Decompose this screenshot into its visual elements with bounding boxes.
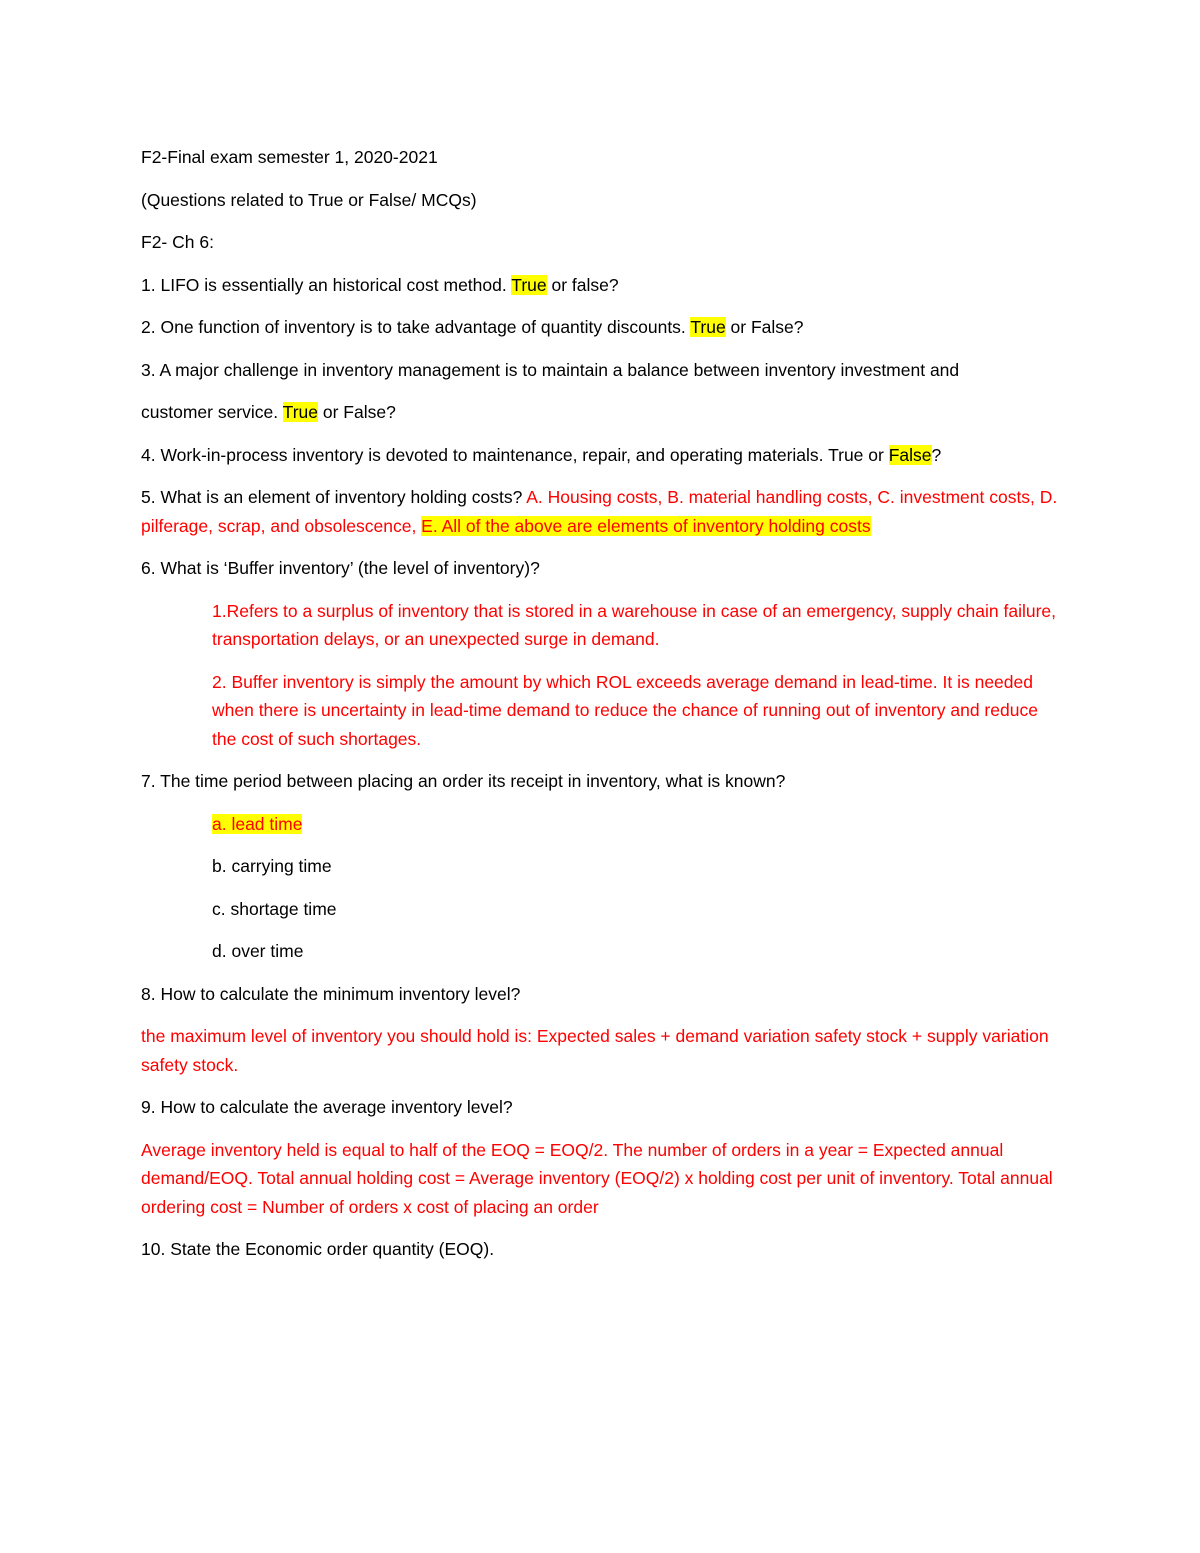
question-text: What is an element of inventory holding costs?	[155, 487, 527, 507]
question-text: State the Economic order quantity (EOQ).	[165, 1239, 495, 1259]
question-number: 7.	[141, 771, 156, 791]
question-1	[141, 271, 1060, 300]
question-number: 10.	[141, 1239, 166, 1259]
question-4	[141, 441, 1060, 470]
answer-options: A. Housing costs, B. material handling costs, C. investment costs, D. pilferage, scrap, and obsolescence,	[141, 487, 1058, 536]
question-tail: ?	[931, 444, 942, 465]
option-d: d. over time	[212, 941, 304, 961]
highlighted-answer: True	[690, 317, 726, 337]
question-number: 3.	[141, 359, 156, 380]
question-9	[141, 1093, 1060, 1122]
question-text: How to calculate the minimum inventory level?	[155, 983, 521, 1004]
question-tail: or false?	[546, 274, 619, 295]
question-number: 9.	[141, 1097, 156, 1117]
question-number: 6.	[141, 558, 156, 578]
question-tail: or False?	[725, 317, 804, 337]
highlighted-answer: a. lead time	[212, 813, 303, 834]
answer-6-part-1: 1.Refers to a surplus of inventory that is stored in a warehouse in case of an emergency, supply chain failure, transportation delays, or an unexpected surge in demand.	[212, 600, 1057, 649]
option-b: b. carrying time	[212, 856, 332, 876]
question-tail: or False?	[318, 402, 396, 422]
question-text: Work-in-process inventory is devoted to maintenance, repair, and operating materials. True or	[155, 444, 889, 465]
question-text: The time period between placing an order its receipt in inventory, what is known?	[155, 771, 786, 791]
option-c: c. shortage time	[212, 898, 337, 919]
question-text: One function of inventory is to take advantage of quantity discounts.	[155, 317, 691, 337]
answer-6-part-2: 2. Buffer inventory is simply the amount by which ROL exceeds average demand in lead-time. It is needed when there is uncertainty in lead-time demand to reduce the chance of running out of inventory and reduce the cost of such shortages.	[212, 671, 1038, 749]
question-number: 4.	[141, 444, 156, 465]
highlighted-answer: False	[888, 444, 932, 465]
question-number: 1.	[141, 274, 156, 295]
question-text: customer service.	[141, 402, 283, 422]
question-number: 2.	[141, 317, 156, 337]
question-number: 5.	[141, 487, 156, 507]
question-5	[141, 483, 1060, 540]
question-3-continued	[141, 398, 1060, 427]
document-subtitle: (Questions related to True or False/ MCQs)	[141, 189, 477, 210]
answer-8: the maximum level of inventory you should hold is: Expected sales + demand variation safety stock + supply variation safety stock.	[141, 1026, 1049, 1075]
question-text: A major challenge in inventory management is to maintain a balance between inventory investment and	[155, 359, 960, 380]
question-6	[141, 554, 1060, 583]
question-3	[141, 356, 1060, 385]
question-text: How to calculate the average inventory level?	[155, 1097, 513, 1117]
question-text: What is ‘Buffer inventory’ (the level of inventory)?	[155, 558, 540, 578]
question-text: LIFO is essentially an historical cost method.	[155, 274, 512, 295]
document-title: F2-Final exam semester 1, 2020-2021	[141, 147, 438, 167]
highlighted-answer: True	[282, 402, 319, 422]
question-number: 8.	[141, 983, 156, 1004]
question-7	[141, 767, 1060, 796]
question-10	[141, 1235, 1060, 1264]
question-8	[141, 980, 1060, 1009]
option-a	[141, 810, 1060, 839]
highlighted-answer: True	[511, 274, 547, 295]
answer-9: Average inventory held is equal to half of the EOQ = EOQ/2. The number of orders in a year = Expected annual demand/EOQ. Total annual holding cost = Average inventory (EOQ/2) x holding cost per unit of inventory. Total annual ordering cost = Number of orders x cost of placing an order	[141, 1139, 1053, 1217]
question-2	[141, 313, 1060, 342]
highlighted-answer: E. All of the above are elements of inventory holding costs	[421, 515, 871, 536]
chapter-heading: F2- Ch 6:	[141, 232, 214, 252]
